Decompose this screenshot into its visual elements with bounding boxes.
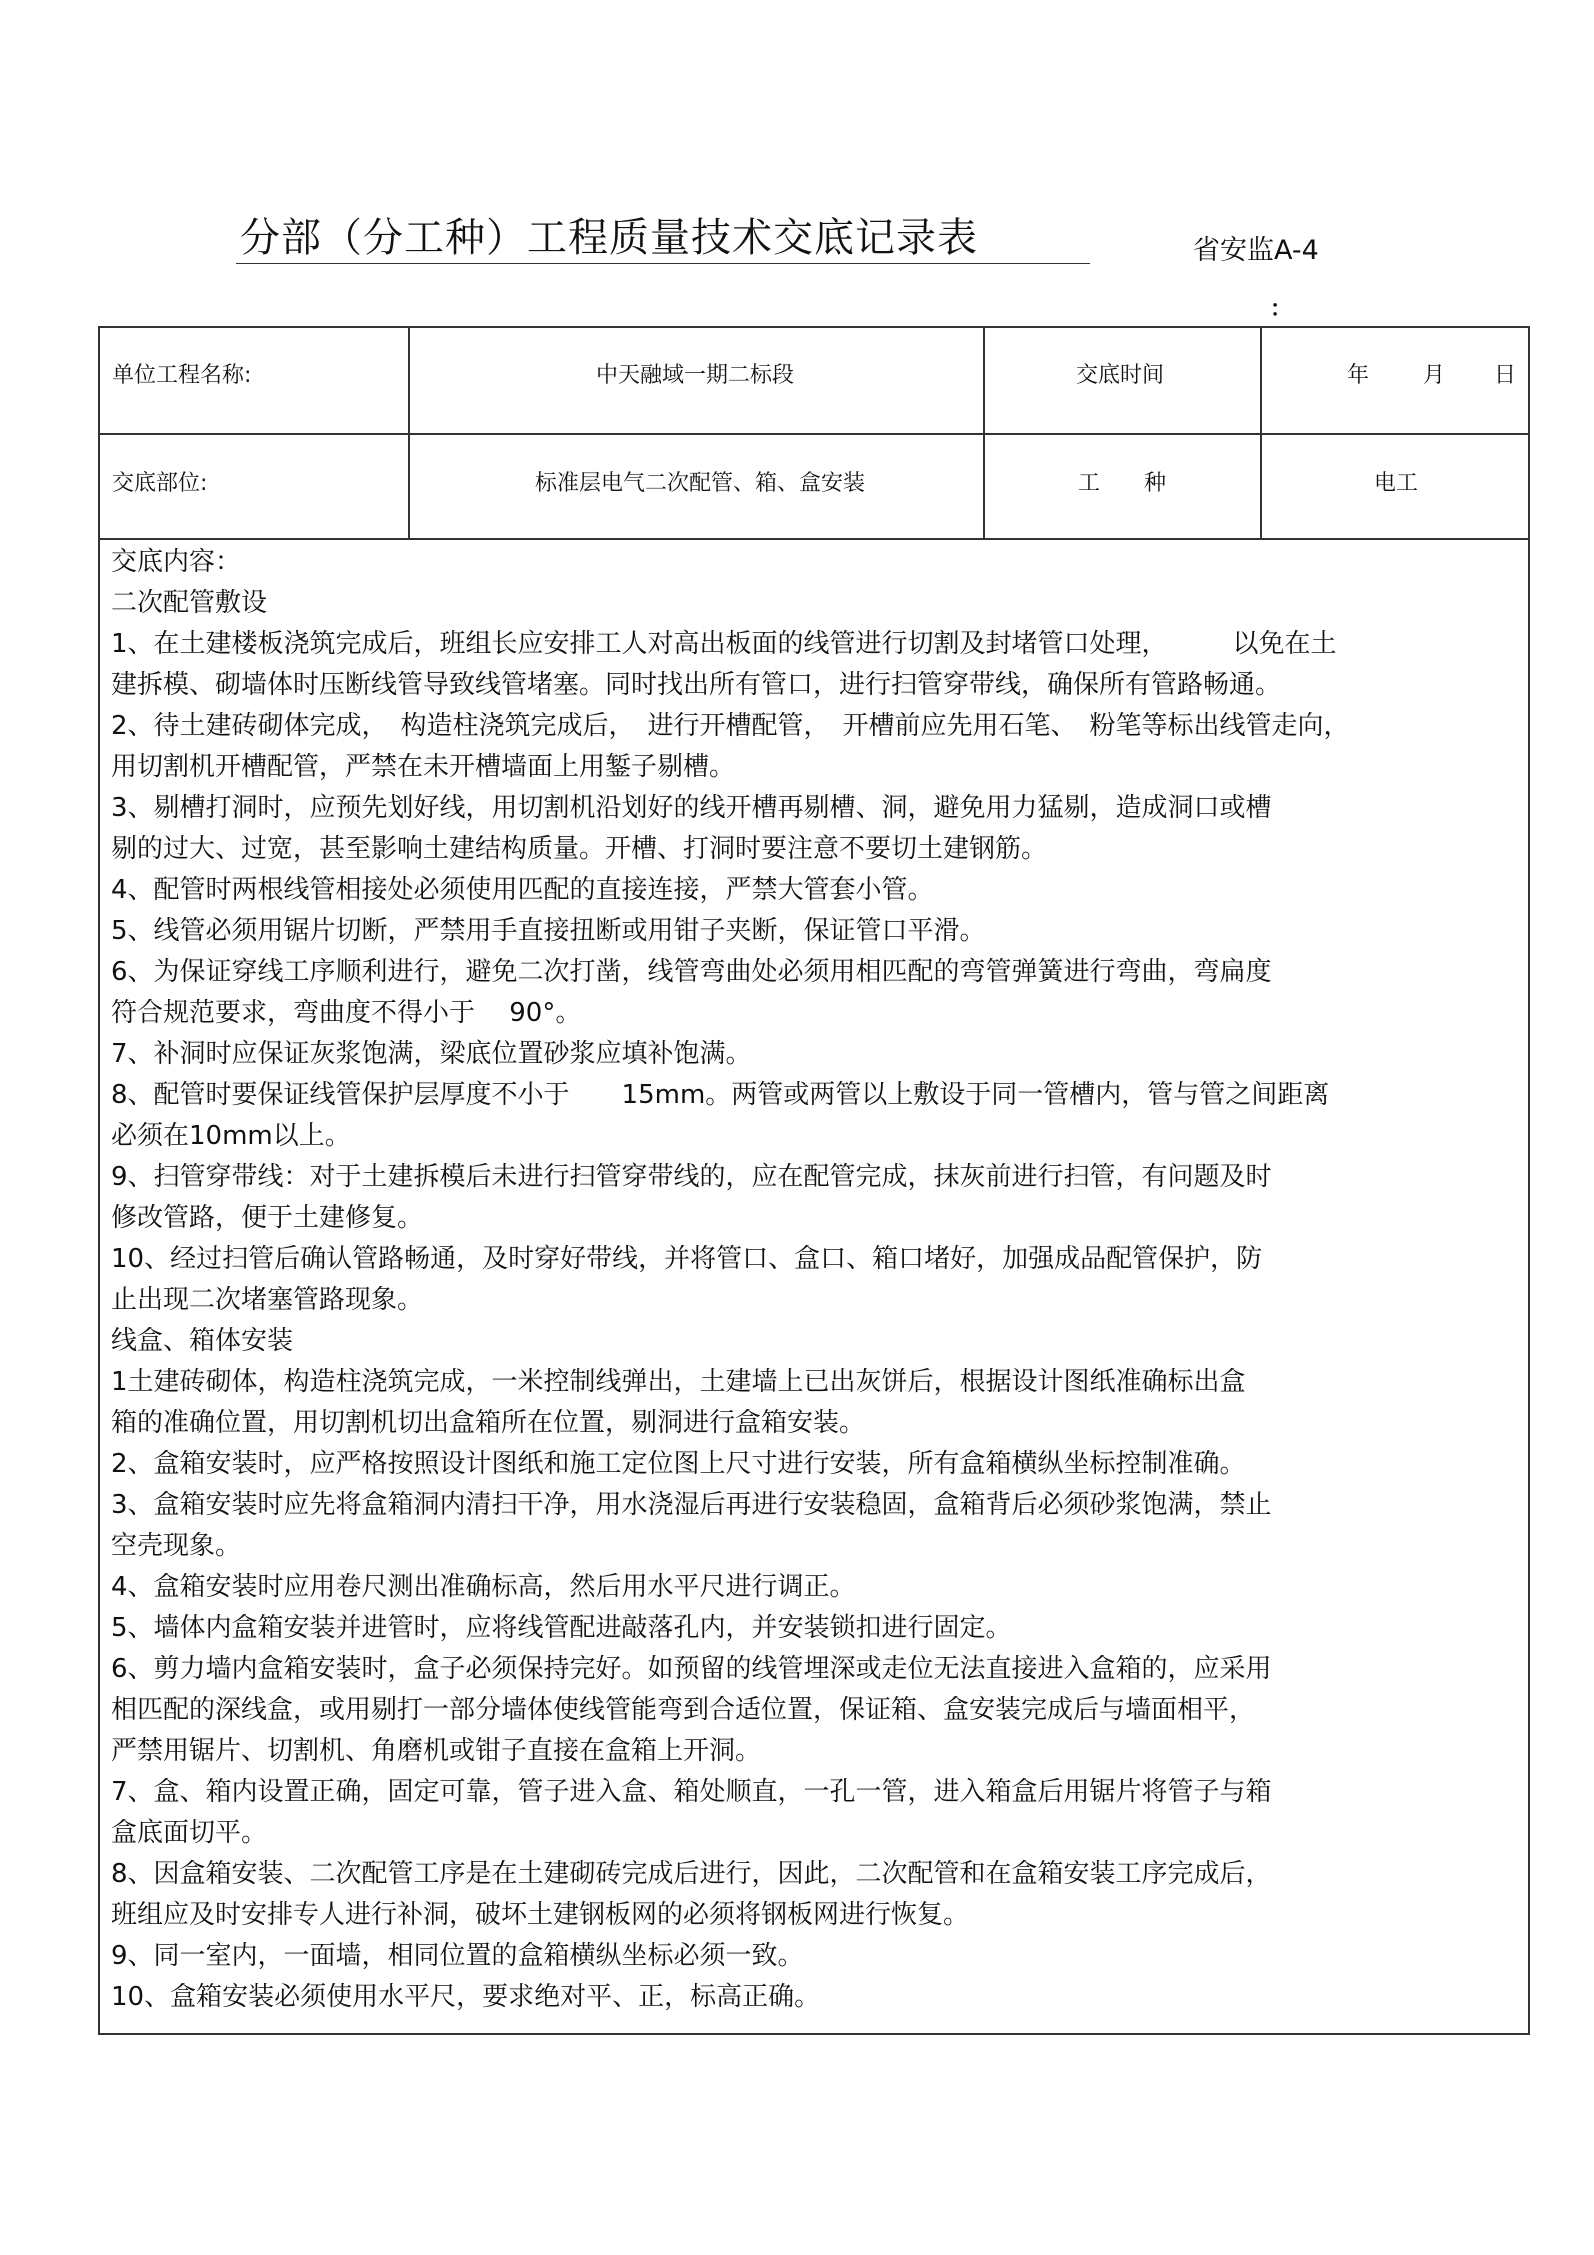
handover-time-label: 交底时间 bbox=[1075, 363, 1165, 388]
content-line: 9、扫管穿带线：对于土建拆模后未进行扫管穿带线的，应在配管完成，抹灰前进行扫管，有问题及时 bbox=[111, 1162, 1272, 1192]
content-line: 线盒、箱体安装 bbox=[111, 1326, 294, 1356]
content-line: 止出现二次堵塞管路现象。 bbox=[111, 1285, 424, 1315]
work-type-label: 工 种 bbox=[1077, 471, 1167, 496]
title-underline bbox=[236, 263, 1090, 264]
content-line: 5、墙体内盒箱安装并进管时，应将线管配进敲落孔内，并安装锁扣进行固定。 bbox=[111, 1613, 1012, 1643]
row-divider bbox=[98, 433, 1530, 435]
content-line: 剔的过大、过宽，甚至影响土建结构质量。开槽、打洞时要注意不要切土建钢筋。 bbox=[111, 834, 1048, 864]
column-divider bbox=[1260, 326, 1262, 540]
content-line: 3、剔槽打洞时，应预先划好线，用切割机沿划好的线开槽再剔槽、洞，避免用力猛剔，造成洞口或槽 bbox=[111, 793, 1272, 823]
content-line: 建拆模、砌墙体时压断线管导致线管堵塞。同时找出所有管口，进行扫管穿带线，确保所有管路畅通。 bbox=[111, 670, 1282, 700]
content-line: 7、补洞时应保证灰浆饱满，梁底位置砂浆应填补饱满。 bbox=[111, 1039, 752, 1069]
date-year-label: 年 bbox=[1347, 363, 1370, 388]
content-line: 5、线管必须用锯片切断，严禁用手直接扭断或用钳子夹断，保证管口平滑。 bbox=[111, 916, 986, 946]
content-line: 6、剪力墙内盒箱安装时，盒子必须保持完好。如预留的线管埋深或走位无法直接进入盒箱的，应采用 bbox=[111, 1654, 1272, 1684]
content-line: 9、同一室内，一面墙，相同位置的盒箱横纵坐标必须一致。 bbox=[111, 1941, 804, 1971]
content-line: 6、为保证穿线工序顺利进行，避免二次打凿，线管弯曲处必须用相匹配的弯管弹簧进行弯曲，弯扁度 bbox=[111, 957, 1272, 987]
date-month-label: 月 bbox=[1423, 363, 1446, 388]
content-line: 1土建砖砌体，构造柱浇筑完成，一米控制线弹出，土建墙上已出灰饼后，根据设计图纸准确标出盒 bbox=[111, 1367, 1246, 1397]
content-line: 4、配管时两根线管相接处必须使用匹配的直接连接，严禁大管套小管。 bbox=[111, 875, 934, 905]
content-line: 1、在土建楼板浇筑完成后，班组长应安排工人对高出板面的线管进行切割及封堵管口处理， 以免在土 bbox=[111, 629, 1337, 659]
handover-location-value: 标准层电气二次配管、箱、盒安装 bbox=[534, 471, 866, 496]
content-line: 相匹配的深线盒，或用剔打一部分墙体使线管能弯到合适位置，保证箱、盒安装完成后与墙面相平， bbox=[111, 1695, 1256, 1725]
content-line: 修改管路，便于土建修复。 bbox=[111, 1203, 424, 1233]
colon-mark: ： bbox=[1270, 297, 1293, 322]
content-line: 8、配管时要保证线管保护层厚度不小于 15mm。两管或两管以上敷设于同一管槽内，管与管之间距离 bbox=[111, 1080, 1330, 1110]
document-title: 分部（分工种）工程质量技术交底记录表 bbox=[240, 215, 978, 261]
column-divider bbox=[408, 326, 410, 540]
content-line: 必须在10mm以上。 bbox=[111, 1121, 351, 1151]
column-divider bbox=[983, 326, 985, 540]
content-line: 空壳现象。 bbox=[111, 1531, 242, 1561]
content-line: 班组应及时安排专人进行补洞，破坏土建钢板网的必须将钢板网进行恢复。 bbox=[111, 1900, 970, 1930]
content-line: 2、盒箱安装时，应严格按照设计图纸和施工定位图上尺寸进行安装，所有盒箱横纵坐标控制准确。 bbox=[111, 1449, 1246, 1479]
handover-location-label: 交底部位: bbox=[112, 471, 208, 496]
form-code: 省安监A-4 bbox=[1193, 235, 1319, 266]
content-line: 2、待土建砖砌体完成， 构造柱浇筑完成后， 进行开槽配管， 开槽前应先用石笔、 粉笔等标出线管走向， bbox=[111, 711, 1350, 741]
content-line: 交底内容： bbox=[111, 547, 242, 577]
content-line: 7、盒、箱内设置正确，固定可靠，管子进入盒、箱处顺直，一孔一管，进入箱盒后用锯片将管子与箱 bbox=[111, 1777, 1272, 1807]
date-day-label: 日 bbox=[1494, 363, 1517, 388]
content-line: 二次配管敷设 bbox=[111, 588, 268, 618]
content-line: 4、盒箱安装时应用卷尺测出准确标高，然后用水平尺进行调正。 bbox=[111, 1572, 856, 1602]
content-line: 10、经过扫管后确认管路畅通，及时穿好带线，并将管口、盒口、箱口堵好，加强成品配管保护，防 bbox=[111, 1244, 1263, 1274]
content-line: 8、因盒箱安装、二次配管工序是在土建砌砖完成后进行，因此，二次配管和在盒箱安装工序完成后， bbox=[111, 1859, 1272, 1889]
content-line: 符合规范要求，弯曲度不得小于 90°。 bbox=[111, 998, 582, 1028]
content-line: 严禁用锯片、切割机、角磨机或钳子直接在盒箱上开洞。 bbox=[111, 1736, 762, 1766]
handover-content bbox=[111, 542, 1523, 2018]
content-line: 箱的准确位置，用切割机切出盒箱所在位置，剔洞进行盒箱安装。 bbox=[111, 1408, 866, 1438]
content-line: 盒底面切平。 bbox=[111, 1818, 268, 1848]
content-line: 用切割机开槽配管，严禁在未开槽墙面上用錾子剔槽。 bbox=[111, 752, 736, 782]
content-line: 3、盒箱安装时应先将盒箱洞内清扫干净，用水浇湿后再进行安装稳固，盒箱背后必须砂浆饱满，禁止 bbox=[111, 1490, 1272, 1520]
content-line: 10、盒箱安装必须使用水平尺，要求绝对平、正，标高正确。 bbox=[111, 1982, 821, 2012]
unit-project-value: 中天融域一期二标段 bbox=[595, 363, 795, 388]
row-divider bbox=[98, 538, 1530, 540]
unit-project-label: 单位工程名称: bbox=[112, 363, 252, 388]
work-type-value: 电工 bbox=[1373, 471, 1419, 496]
